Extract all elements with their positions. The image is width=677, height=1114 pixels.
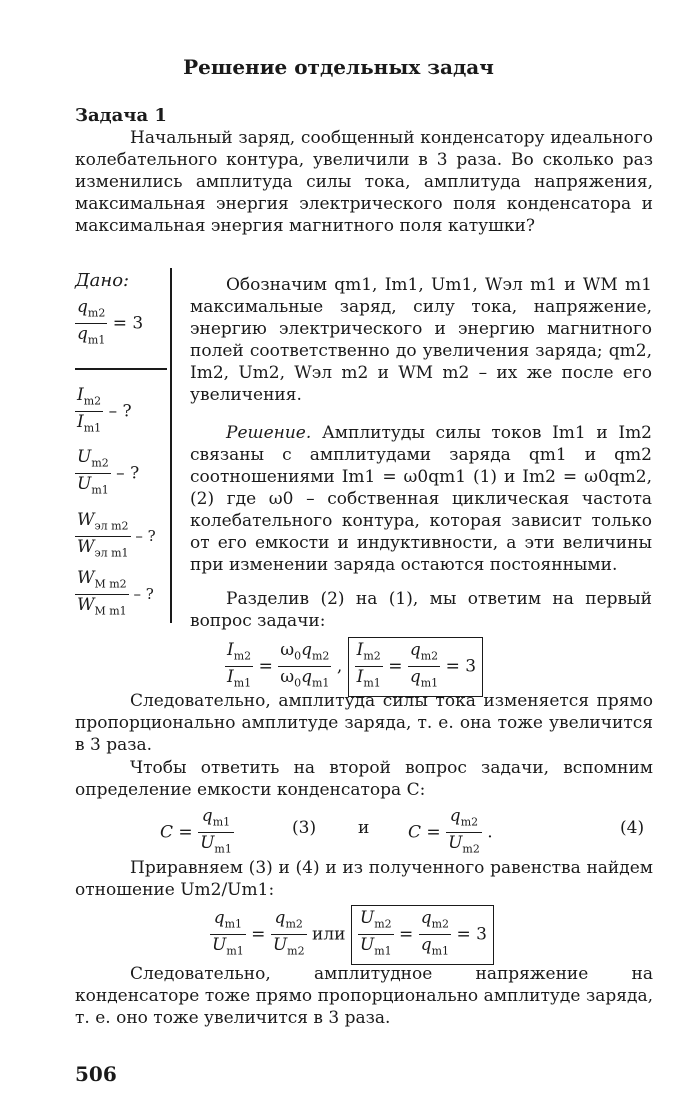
current-ratio-equation: $\frac{I_{m2}}{I_{m1}}$ = $\frac{\omega_0q_{m2}}{\omega_0q_{m1}}$ , $\frac{I_{m2}}{I_{m1}}$ = $\frac{q_{m2}}{q_{m1}}$ = 3 xyxy=(225,637,483,697)
eq-and: и xyxy=(358,818,370,838)
given-vertical-line xyxy=(170,268,172,623)
find-mark: – ? xyxy=(133,584,154,603)
find-mark: – ? xyxy=(135,526,156,545)
find-electric-energy-ratio: $\frac{W_{эл m2}}{W_{эл m1}}$ – ? xyxy=(77,510,156,560)
conclusion-1 xyxy=(75,690,653,756)
find-current-ratio: $\frac{I_{m2}}{I_{m1}}$ – ? xyxy=(77,385,132,435)
conclusion2-text: Следовательно, амплитудное напряжение на конденсаторе тоже прямо пропорционально амплитуде заряда, т. е. оно тоже увеличится в 3 раза. xyxy=(75,964,653,1028)
notation-paragraph xyxy=(190,274,652,406)
page-title: Решение отдельных задач xyxy=(183,55,494,79)
eq3-label: (3) xyxy=(292,818,317,838)
page-number: 506 xyxy=(75,1062,117,1086)
notation-text: Обозначим qm1, Im1, Um1, Wэл m1 и WМ m1 максимальные заряд, силу тока, напряжение, энергию электрического и энергию магнитного полей соответственно до увеличения заряда; qm2, Im2, Um2, Wэл m2 и WМ m2 – их же после его увеличения. xyxy=(190,275,652,405)
solution-paragraph xyxy=(190,422,652,576)
find-mark: – ? xyxy=(108,401,132,422)
capacity-text: Чтобы ответить на второй вопрос задачи, вспомним определение емкости конденсатора C: xyxy=(75,758,653,800)
solution-label: Решение. xyxy=(226,423,312,443)
or-word: или xyxy=(312,924,346,945)
find-magnetic-energy-ratio: $\frac{W_{M m2}}{W_{M m1}}$ – ? xyxy=(77,568,154,618)
given-value: = 3 xyxy=(112,313,144,334)
capacity-equation-3: C = $\frac{q_{m1}}{U_{m1}}$ xyxy=(160,806,232,856)
voltage-ratio-answer-box: $\frac{U_{m2}}{U_{m1}}$ = $\frac{q_{m2}}{q_{m1}}$ = 3 xyxy=(351,905,494,965)
capacity-equation-4: C = $\frac{q_{m2}}{U_{m2}}$ . xyxy=(408,806,493,856)
capacity-paragraph xyxy=(75,757,653,801)
equate-text: Приравняем (3) и (4) и из полученного равенства найдем отношение Um2/Um1: xyxy=(75,858,653,900)
eq4-label: (4) xyxy=(620,818,645,838)
given-ratio: $\frac{q_{m2}}{q_{m1}}$ = 3 xyxy=(77,297,144,347)
given-block xyxy=(75,270,175,351)
task-block xyxy=(75,105,653,237)
voltage-ratio-equation: $\frac{q_{m1}}{U_{m1}}$ = $\frac{q_{m2}}{U_{m2}}$ или $\frac{U_{m2}}{U_{m1}}$ = $\frac{q_{m2}}{q_{m1}}$ = 3 xyxy=(210,905,494,965)
task-heading: Задача 1 xyxy=(75,105,167,126)
solution-text: Амплитуды силы токов Im1 и Im2 связаны с амплитудами заряда qm1 и qm2 соотношениями Im1 = ω0qm1 (1) и Im2 = ω0qm2, (2) где ω0 – собственная циклическая частота колебательного контура, которая зависит только от его емкости и индуктивности, а эти величины при изменении заряда остаются постоянными. xyxy=(190,423,653,575)
given-label: Дано: xyxy=(75,270,130,291)
given-divider xyxy=(75,368,167,370)
conclusion1-text: Следовательно, амплитуда силы тока изменяется прямо пропорционально амплитуде заряда, т. е. она тоже увеличится в 3 раза. xyxy=(75,691,653,755)
equate-paragraph xyxy=(75,857,653,901)
task-text: Начальный заряд, сообщенный конденсатору идеального колебательного контура, увеличили в 3 раза. Во сколько раз изменились амплитуда силы тока, амплитуда напряжения, максимальная энергия электрического поля конденсатора и максимальная энергия магнитного поля катушки? xyxy=(75,128,653,236)
divide-paragraph xyxy=(190,588,652,632)
find-mark: – ? xyxy=(116,463,140,484)
current-ratio-answer-box: $\frac{I_{m2}}{I_{m1}}$ = $\frac{q_{m2}}{q_{m1}}$ = 3 xyxy=(348,637,483,697)
conclusion-2 xyxy=(75,963,653,1029)
find-voltage-ratio: $\frac{U_{m2}}{U_{m1}}$ – ? xyxy=(77,447,140,497)
divide-text: Разделив (2) на (1), мы ответим на первый вопрос задачи: xyxy=(190,589,652,631)
